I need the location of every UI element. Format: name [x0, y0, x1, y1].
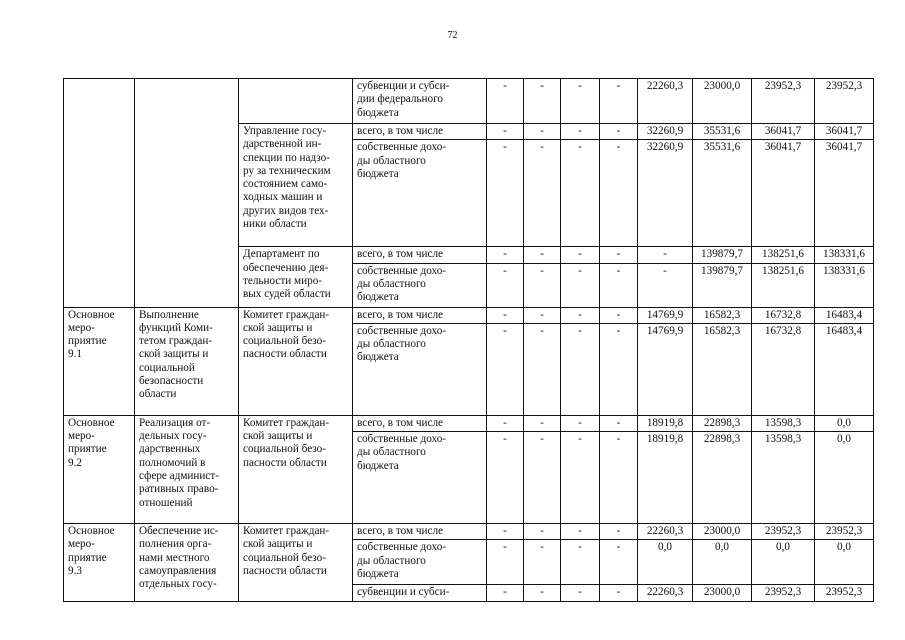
- measure-name-cell: Реализация от- дельных госу- дарственных полномочий в сфере админист- ративных право- отношений: [135, 415, 239, 523]
- value-cell: 138331,6: [815, 247, 874, 263]
- dash-cell: -: [487, 247, 524, 263]
- value-cell: 0,0: [752, 540, 815, 585]
- executor-cell: Департамент по обеспечению дея- тельности миро- вых судей области: [239, 247, 353, 307]
- value-cell: 16483,4: [815, 323, 874, 415]
- dash-cell: -: [524, 307, 561, 323]
- value-cell: 23952,3: [752, 585, 815, 601]
- value-cell: 36041,7: [815, 124, 874, 140]
- dash-cell: -: [561, 124, 600, 140]
- value-cell: 35531,6: [693, 124, 752, 140]
- dash-cell: -: [487, 524, 524, 540]
- executor-cell: Комитет граждан- ской защиты и социальной безо- пасности области: [239, 415, 353, 523]
- source-cell: собственные дохо- ды областного бюджета: [353, 323, 487, 415]
- page-number: 72: [447, 30, 458, 41]
- source-cell: собственные дохо- ды областного бюджета: [353, 263, 487, 307]
- dash-cell: -: [524, 79, 561, 124]
- dash-cell: -: [600, 323, 638, 415]
- measure-type-cell: Основное меро- приятие 9.2: [64, 415, 135, 523]
- dash-cell: -: [524, 140, 561, 247]
- dash-cell: -: [561, 323, 600, 415]
- value-cell: 23000,0: [693, 585, 752, 601]
- value-cell: 23952,3: [815, 524, 874, 540]
- dash-cell: -: [524, 524, 561, 540]
- dash-cell: -: [561, 524, 600, 540]
- executor-cell: Управление госу- дарственной ин- спекции по надзо- ру за техническим состоянием само- ходных машин и других видов тех- ники области: [239, 124, 353, 247]
- table-row: [64, 79, 874, 124]
- dash-cell: -: [524, 540, 561, 585]
- value-cell: 13598,3: [752, 415, 815, 431]
- dash-cell: -: [600, 585, 638, 601]
- table-row: [64, 415, 874, 431]
- value-cell: 23952,3: [752, 524, 815, 540]
- table-cell: [135, 79, 239, 308]
- value-cell: 23952,3: [815, 585, 874, 601]
- value-cell: 23952,3: [752, 79, 815, 124]
- source-cell: всего, в том числе: [353, 124, 487, 140]
- value-cell: 18919,8: [638, 432, 693, 524]
- value-cell: 16582,3: [693, 307, 752, 323]
- dash-cell: -: [561, 585, 600, 601]
- value-cell: 16732,8: [752, 307, 815, 323]
- source-cell: всего, в том числе: [353, 524, 487, 540]
- dash-cell: -: [600, 307, 638, 323]
- table-row: [64, 524, 874, 540]
- dash-cell: -: [600, 140, 638, 247]
- value-cell: 0,0: [815, 432, 874, 524]
- value-cell: 23952,3: [815, 79, 874, 124]
- dash-cell: -: [600, 124, 638, 140]
- value-cell: 0,0: [815, 540, 874, 585]
- value-cell: 16732,8: [752, 323, 815, 415]
- dash-cell: -: [487, 432, 524, 524]
- dash-cell: -: [561, 415, 600, 431]
- value-cell: 23000,0: [693, 524, 752, 540]
- dash-cell: -: [600, 432, 638, 524]
- dash-cell: -: [487, 323, 524, 415]
- measure-type-cell: Основное меро- приятие 9.3: [64, 524, 135, 602]
- value-cell: 22260,3: [638, 524, 693, 540]
- value-cell: 0,0: [815, 415, 874, 431]
- value-cell: 14769,9: [638, 307, 693, 323]
- value-cell: 22898,3: [693, 415, 752, 431]
- source-cell: субвенции и субси- дии федерального бюджета: [353, 79, 487, 124]
- dash-cell: -: [487, 585, 524, 601]
- dash-cell: -: [524, 124, 561, 140]
- value-cell: 32260,9: [638, 140, 693, 247]
- value-cell: 16582,3: [693, 323, 752, 415]
- dash-cell: -: [487, 79, 524, 124]
- table-cell: [64, 79, 135, 308]
- value-cell: 36041,7: [815, 140, 874, 247]
- dash-cell: -: [638, 263, 693, 307]
- dash-cell: -: [487, 263, 524, 307]
- dash-cell: -: [561, 540, 600, 585]
- dash-cell: -: [487, 540, 524, 585]
- measure-name-cell: Выполнение функций Коми- тетом граждан- ской защиты и социальной безопасности области: [135, 307, 239, 415]
- value-cell: 139879,7: [693, 247, 752, 263]
- dash-cell: -: [524, 247, 561, 263]
- dash-cell: -: [600, 524, 638, 540]
- value-cell: 22260,3: [638, 79, 693, 124]
- source-cell: собственные дохо- ды областного бюджета: [353, 540, 487, 585]
- dash-cell: -: [524, 585, 561, 601]
- dash-cell: -: [487, 307, 524, 323]
- value-cell: 138251,6: [752, 263, 815, 307]
- dash-cell: -: [561, 140, 600, 247]
- value-cell: 36041,7: [752, 140, 815, 247]
- table-cell: [239, 79, 353, 124]
- dash-cell: -: [600, 79, 638, 124]
- value-cell: 139879,7: [693, 263, 752, 307]
- dash-cell: -: [561, 263, 600, 307]
- dash-cell: -: [638, 247, 693, 263]
- dash-cell: -: [487, 140, 524, 247]
- value-cell: 14769,9: [638, 323, 693, 415]
- dash-cell: -: [524, 263, 561, 307]
- dash-cell: -: [487, 415, 524, 431]
- value-cell: 23000,0: [693, 79, 752, 124]
- table-row: [64, 307, 874, 323]
- dash-cell: -: [561, 432, 600, 524]
- dash-cell: -: [600, 540, 638, 585]
- value-cell: 32260,9: [638, 124, 693, 140]
- dash-cell: -: [524, 323, 561, 415]
- source-cell: всего, в том числе: [353, 415, 487, 431]
- dash-cell: -: [561, 247, 600, 263]
- value-cell: 18919,8: [638, 415, 693, 431]
- dash-cell: -: [600, 415, 638, 431]
- source-cell: собственные дохо- ды областного бюджета: [353, 432, 487, 524]
- value-cell: 0,0: [693, 540, 752, 585]
- value-cell: 35531,6: [693, 140, 752, 247]
- dash-cell: -: [524, 432, 561, 524]
- budget-table: [63, 78, 874, 602]
- dash-cell: -: [561, 307, 600, 323]
- value-cell: 22898,3: [693, 432, 752, 524]
- dash-cell: -: [487, 124, 524, 140]
- value-cell: 22260,3: [638, 585, 693, 601]
- dash-cell: -: [600, 263, 638, 307]
- source-cell: субвенции и субси-: [353, 585, 487, 601]
- dash-cell: -: [600, 247, 638, 263]
- value-cell: 138251,6: [752, 247, 815, 263]
- dash-cell: -: [561, 79, 600, 124]
- executor-cell: Комитет граждан- ской защиты и социальной безо- пасности области: [239, 307, 353, 415]
- dash-cell: -: [524, 415, 561, 431]
- value-cell: 138331,6: [815, 263, 874, 307]
- value-cell: 16483,4: [815, 307, 874, 323]
- measure-type-cell: Основное меро- приятие 9.1: [64, 307, 135, 415]
- value-cell: 0,0: [638, 540, 693, 585]
- source-cell: всего, в том числе: [353, 247, 487, 263]
- source-cell: собственные дохо- ды областного бюджета: [353, 140, 487, 247]
- executor-cell: Комитет граждан- ской защиты и социальной безо- пасности области: [239, 524, 353, 602]
- value-cell: 36041,7: [752, 124, 815, 140]
- measure-name-cell: Обеспечение ис- полнения орга- нами местного самоуправления отдельных госу-: [135, 524, 239, 602]
- value-cell: 13598,3: [752, 432, 815, 524]
- source-cell: всего, в том числе: [353, 307, 487, 323]
